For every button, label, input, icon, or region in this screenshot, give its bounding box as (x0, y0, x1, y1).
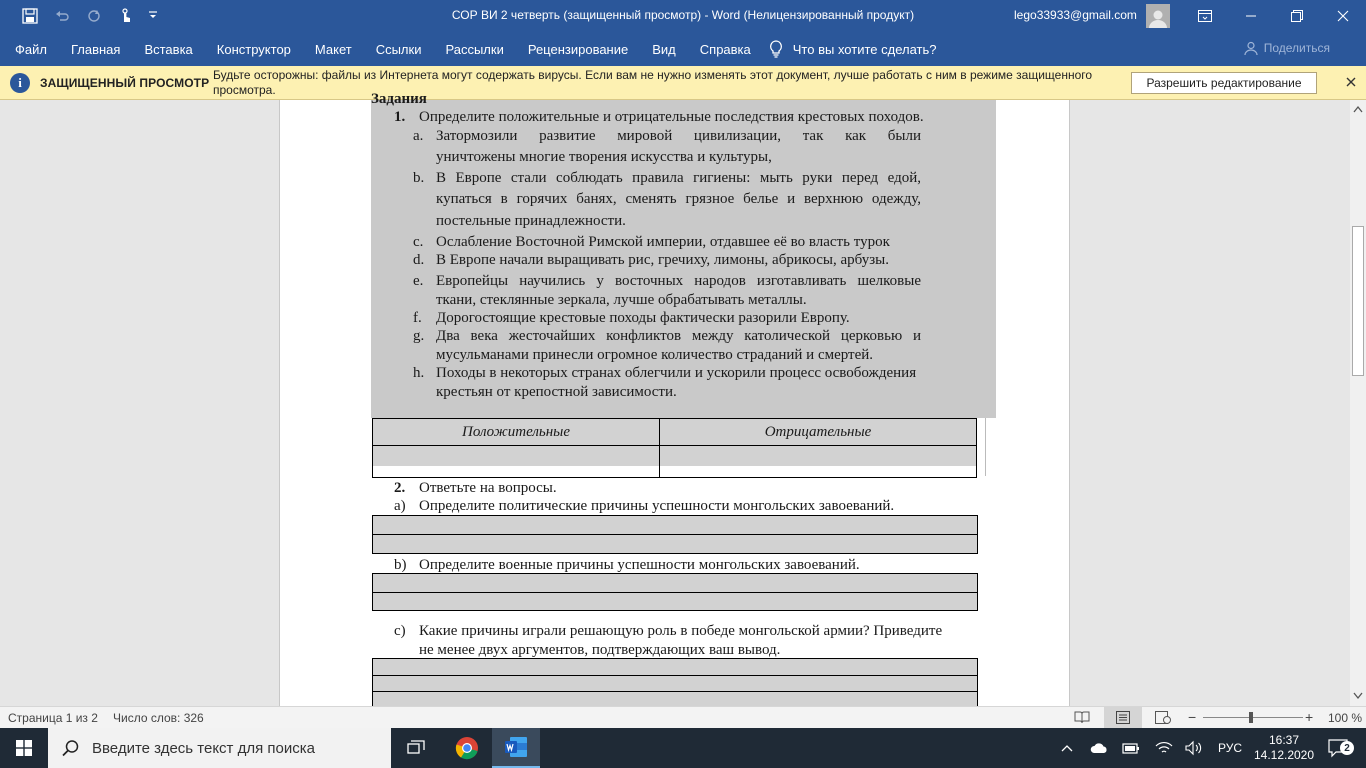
item-marker: g. (413, 328, 425, 344)
tell-me-search[interactable] (769, 40, 937, 58)
item-b-line-1: В Европе стали соблюдать правила гигиены: мыть руки перед едой, (436, 170, 921, 186)
task-view-icon (407, 740, 425, 756)
qa-text: Определите политические причины успешности монгольских завоеваний. (419, 498, 895, 514)
share-label: Поделиться (1263, 41, 1330, 55)
clock-time: 16:37 (1268, 733, 1300, 747)
header-negative: Отрицательные (764, 424, 872, 440)
print-layout-button[interactable] (1104, 707, 1142, 728)
item-e-line-1: Европейцы научились у восточных народов изготавливать шелковые (436, 273, 921, 289)
enable-editing-button[interactable]: Разрешить редактирование (1131, 72, 1317, 94)
word-taskbar-button[interactable] (492, 728, 540, 768)
chevron-down-icon (148, 11, 158, 21)
lightbulb-icon (769, 40, 783, 58)
qc-line-1: Какие причины играли решающую роль в победе монгольской армии? Приведите (419, 623, 943, 639)
qc-marker: c) (394, 623, 406, 639)
info-icon: i (10, 73, 30, 93)
item-g-line-2: мусульманами принесли огромное количество страданий и смертей. (436, 347, 874, 363)
qb-text: Определите военные причины успешности монгольских завоеваний. (419, 557, 860, 573)
tab-review[interactable]: Рецензирование (527, 41, 629, 57)
scroll-up-icon[interactable] (1353, 105, 1363, 113)
item-marker: c. (413, 234, 424, 250)
tab-insert[interactable]: Вставка (144, 41, 193, 57)
clock-date: 14.12.2020 (1253, 748, 1315, 762)
tab-home[interactable]: Главная (70, 41, 121, 57)
person-icon (1244, 41, 1258, 55)
task-view-button[interactable] (392, 728, 440, 768)
table-edge-marker (985, 418, 986, 476)
undo-icon (54, 8, 70, 24)
item-marker: d. (413, 252, 425, 268)
protected-view-message: Будьте осторожны: файлы из Интернета могут содержать вирусы. Если вам не нужно изменять этот документ, лучше работать с ним в режиме защищенного просмотра. (213, 68, 1093, 97)
answer-row[interactable] (372, 515, 978, 535)
zoom-out-button[interactable]: − (1188, 709, 1197, 725)
document-page[interactable] (279, 91, 1070, 706)
battery-icon (1122, 742, 1140, 754)
protected-view-title: ЗАЩИЩЕННЫЙ ПРОСМОТР (40, 75, 210, 90)
header-positive: Положительные (461, 424, 570, 440)
close-icon (1346, 77, 1356, 87)
restore-button[interactable] (1274, 0, 1320, 32)
answer-row[interactable] (372, 534, 978, 554)
onedrive-tray-button[interactable] (1088, 728, 1110, 768)
ribbon-display-options-button[interactable] (1182, 0, 1228, 32)
web-layout-icon[interactable] (1155, 711, 1171, 724)
item-marker: e. (413, 273, 424, 289)
user-icon (1148, 8, 1168, 28)
close-button[interactable] (1320, 0, 1366, 32)
word-count[interactable]: Число слов: 326 (113, 711, 204, 725)
ribbon-display-icon (1198, 10, 1212, 22)
item-f-line-1: Дорогостоящие крестовые походы фактически разорили Европу. (436, 310, 850, 326)
account-email[interactable]: lego33933@gmail.com (1014, 8, 1137, 22)
item-g-line-1: Два века жесточайших конфликтов между католической церковью и (436, 328, 921, 344)
qb-marker: b) (394, 557, 407, 573)
read-mode-icon[interactable] (1074, 711, 1090, 724)
zoom-slider-knob[interactable] (1249, 712, 1253, 723)
item-b-line-3: постельные принадлежности. (436, 213, 626, 229)
search-icon (62, 739, 80, 757)
notification-count-badge: 2 (1340, 741, 1354, 755)
taskbar-search-box[interactable] (48, 728, 391, 768)
table-cell-positive[interactable] (372, 445, 660, 478)
battery-tray-button[interactable] (1120, 728, 1142, 768)
tab-mailings[interactable]: Рассылки (445, 41, 504, 57)
answer-row[interactable] (372, 592, 978, 611)
ribbon-tabs (0, 32, 1366, 66)
item-marker: a. (413, 128, 424, 144)
save-icon (22, 8, 38, 24)
q1-number: 1. (394, 109, 406, 125)
print-layout-icon (1116, 711, 1130, 724)
item-c-line-1: Ослабление Восточной Римской империи, отдавшее её во власть турок (436, 234, 890, 250)
volume-tray-button[interactable] (1183, 728, 1205, 768)
answer-row[interactable] (372, 573, 978, 593)
touch-icon (118, 8, 134, 24)
speaker-icon (1185, 741, 1203, 755)
zoom-in-button[interactable]: + (1305, 709, 1314, 725)
q2-text: Ответьте на вопросы. (419, 480, 557, 496)
tab-layout[interactable]: Макет (314, 41, 352, 57)
chevron-up-icon (1061, 744, 1073, 752)
protected-view-bar (0, 66, 1366, 100)
avatar[interactable] (1146, 4, 1170, 28)
cloud-icon (1090, 742, 1108, 754)
tab-help[interactable]: Справка (699, 41, 751, 57)
windows-taskbar (0, 728, 1366, 768)
document-area[interactable] (0, 91, 1350, 706)
input-language-indicator[interactable]: РУС (1217, 741, 1243, 755)
section-heading: Задания (371, 91, 427, 107)
tab-file[interactable]: Файл (15, 41, 47, 57)
qa-marker: a) (394, 498, 406, 514)
chrome-icon (455, 736, 479, 760)
share-button[interactable] (1244, 41, 1330, 55)
save-button[interactable] (18, 4, 42, 28)
item-marker: h. (413, 365, 425, 381)
tab-view[interactable]: Вид (652, 41, 676, 57)
network-tray-button[interactable] (1153, 728, 1175, 768)
zoom-level[interactable]: 100 % (1328, 711, 1363, 725)
q1-text: Определите положительные и отрицательные последствия крестовых походов. (419, 109, 924, 125)
item-marker: f. (413, 310, 422, 326)
quick-access-toolbar (0, 0, 168, 32)
tab-design[interactable]: Конструктор (216, 41, 291, 57)
answer-row[interactable] (372, 675, 978, 692)
touch-mode-button[interactable] (114, 4, 138, 28)
zoom-slider[interactable] (1203, 717, 1303, 718)
item-h-line-1: Походы в некоторых странах облегчили и ускорили процесс освобождения (436, 365, 917, 381)
undo-button[interactable] (50, 4, 74, 28)
qc-line-2: не менее двух аргументов, подтверждающих ваш вывод. (419, 642, 781, 658)
item-d-line-1: В Европе начали выращивать рис, гречиху, лимоны, абрикосы, арбузы. (436, 252, 889, 268)
windows-logo-icon (16, 740, 32, 756)
close-message-bar-button[interactable] (1343, 74, 1359, 90)
tell-me-label: Что вы хотите сделать? (792, 41, 937, 57)
answer-row[interactable] (372, 658, 978, 676)
customize-toolbar-button[interactable] (146, 4, 160, 28)
search-placeholder: Введите здесь текст для поиска (92, 739, 315, 757)
item-e-line-2: ткани, стеклянные зеркала, лучше обрабатывать металлы. (436, 292, 807, 308)
restore-icon (1291, 10, 1303, 22)
show-hidden-icons-button[interactable] (1056, 728, 1078, 768)
item-b-line-2: купаться в горячих банях, сменять грязное белье и верхнюю одежду, (436, 191, 921, 207)
redo-icon (86, 8, 102, 24)
redo-button[interactable] (82, 4, 106, 28)
q2-number: 2. (394, 480, 406, 496)
item-h-line-2: крестьян от крепостной зависимости. (436, 384, 677, 400)
minimize-button[interactable] (1228, 0, 1274, 32)
wifi-icon (1155, 741, 1173, 755)
start-button[interactable] (0, 728, 48, 768)
table-cell-negative[interactable] (659, 445, 977, 478)
scrollbar-thumb[interactable] (1352, 226, 1364, 376)
window-title: СОР ВИ 2 четверть (защищенный просмотр) - Word (Нелицензированный продукт) (451, 8, 915, 22)
item-a-line-2: уничтожены многие творения искусства и культуры, (436, 149, 772, 165)
action-center-button[interactable] (1320, 728, 1356, 768)
page-count[interactable]: Страница 1 из 2 (8, 711, 98, 725)
status-bar (0, 706, 1366, 728)
minimize-icon (1245, 10, 1257, 22)
vertical-scrollbar[interactable] (1350, 100, 1366, 706)
title-bar (0, 0, 1366, 32)
item-marker: b. (413, 170, 425, 186)
item-a-line-1: Затормозили развитие мировой цивилизации, так как были (436, 128, 921, 144)
close-icon (1337, 10, 1349, 22)
tab-references[interactable]: Ссылки (375, 41, 422, 57)
clock[interactable] (1254, 728, 1314, 768)
word-icon (504, 736, 528, 758)
chrome-taskbar-button[interactable] (443, 728, 491, 768)
scroll-down-icon[interactable] (1353, 692, 1363, 700)
